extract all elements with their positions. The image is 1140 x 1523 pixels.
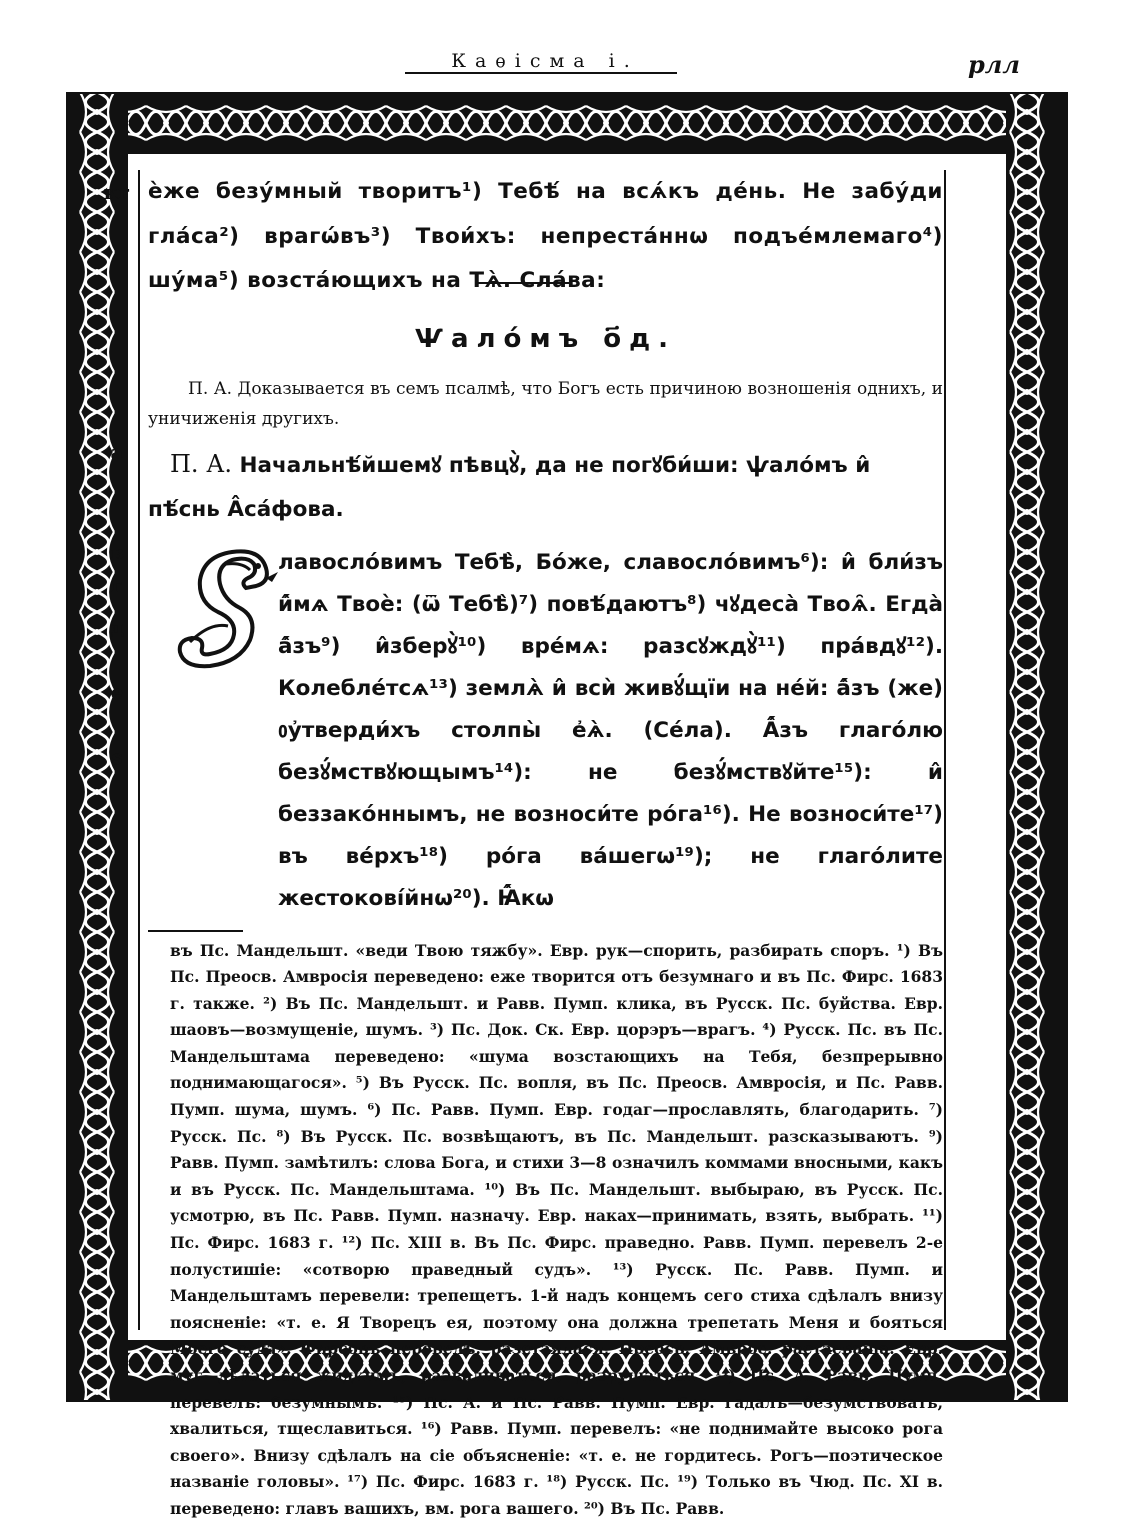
verse-number: кг bbox=[103, 180, 131, 204]
verse-text-main: лавосло́вимъ Тебѣ̀, Бо́же, славосло́вимъ⁶): и̂ бли́зъ и̂́мѧ Твоѐ: (ѿ Тебѣ̀)⁷) повѣ́даютъ⁸) чꙋдеса̀ Твоѧ̑. Егда̀ а̂́зъ⁹) и̂зберꙋ̀¹⁰) вре́мѧ: разсꙋждꙋ̀¹¹) пра́вдꙋ¹²). Колебле́тсѧ¹³) землѧ̀ и̂ всѝ живꙋ́щїи на не́й: а̂́зъ (же) ᲂу҆тверди́хъ столпы̀ е҆ѧ̀. (Се́ла). А̂́зъ глаго́лю безꙋ́мствꙋющымъ¹⁴): не безꙋ́мствꙋйте¹⁵): и̂ беззако́ннымъ, не возноси́те ро́га¹⁶). Не возноси́те¹⁷) въ ве́рхъ¹⁸) ро́га ва́шегѡ¹⁹); не глаго́лите жестокові́йнѡ²⁰). Ꙗ̂́кѡ bbox=[278, 549, 943, 911]
psalm-title: Ѱало́мъ о҃д. bbox=[415, 323, 676, 354]
page-number: рлл bbox=[968, 50, 1020, 79]
verse-number: е bbox=[110, 680, 124, 704]
text-column-rule-right bbox=[944, 170, 946, 1330]
psalm-heading-text: Начальнѣ́йшемꙋ пѣвцꙋ̀, да не погꙋби́ши: ѱало́мъ и̂ пѣ́снь А̂са́фова. bbox=[148, 452, 871, 522]
verse-number: в bbox=[110, 540, 124, 564]
verse-number: д bbox=[110, 615, 124, 639]
verse-block bbox=[148, 542, 943, 920]
psalm-heading bbox=[148, 442, 943, 532]
footnote-rule bbox=[148, 930, 243, 932]
psalm-heading-label: П. А. bbox=[170, 449, 232, 478]
psalm-summary: П. А. Доказывается въ семъ псалмѣ, что Богъ есть причиною возношенія однихъ, и уничиженія другихъ. bbox=[148, 378, 943, 429]
page-body bbox=[148, 170, 943, 1523]
text-column-rule-left bbox=[138, 170, 140, 1330]
verse-text-top: ѐже безу́мный творитъ¹) Тебѣ́ на всѧ́къ де́нь. Не забу́ди гла́са²) врагѡ́въ³) Твои́хъ: непреста́ннѡ подъе́млемаго⁴) шу́ма⁵) возста́ющихъ на Тѧ̀. Сла́ва: bbox=[148, 179, 943, 293]
verse-number: а bbox=[110, 440, 124, 464]
verse-number: ѕ bbox=[111, 745, 123, 769]
running-title: Каѳісма і. bbox=[451, 50, 639, 72]
running-title-rule bbox=[405, 72, 677, 74]
footnotes: въ Пс. Мандельшт. «веди Твою тяжбу». Евр. рук—спорить, разбирать споръ. ¹) Въ Пс. Преосв. Амвросія переведено: еже творится отъ безумнаго и въ Пс. Фирс. 1683 г. также. ²) Въ Пс. Мандельшт. и Равв. Пумп. клика, въ Русск. Пс. буйства. Евр. шаовъ—возмущеніе, шумъ. ³) Пс. Док. Ск. Евр. цорэръ—врагъ. ⁴) Русск. Пс. въ Пс. Мандельштама переведено: «шума возстающихъ на Тебя, безпрерывно поднимающагося». ⁵) Въ Русск. Пс. вопля, въ Пс. Преосв. Амвросія, и Пс. Равв. Пумп. шума, шумъ. ⁶) Пс. Равв. Пумп. Евр. годаг—прославлять, благодарить. ⁷) Русск. Пс. ⁸) Въ Русск. Пс. возвѣщаютъ, въ Пс. Мандельшт. разсказываютъ. ⁹) Равв. Пумп. замѣтилъ: слова Бога, и стихи 3—8 означилъ коммами вносными, какъ и въ Русск. Пс. Мандельштама. ¹⁰) Въ Пс. Мандельшт. выбыраю, въ Русск. Пс. усмотрю, въ Пс. Равв. Пумп. назначу. Евр. наках—принимать, взять, выбрать. ¹¹) Пс. Фирс. 1683 г. ¹²) Пс. XIII в. Въ Пс. Фирс. праведно. Равв. Пумп. перевелъ 2-е полустишіе: «сотворю праведный судъ». ¹³) Русск. Пс. Равв. Пумп. и Мандельштамъ перевели: трепещетъ. 1-й надъ концемъ сего стиха сдѣлалъ внизу поясненіе: «т. е. Я Творецъ ея, поэтому она должна трепетать Меня и бояться Моего суда». Фирсовъ перевелъ: разстаялася, Преосв. Амврос. растаеваша. Евр. муг—дѣлаться жидкимъ, разваливаться, разрушаться. ¹⁴) Пс. А. Равв. Пумп. перевелъ: безумнымъ. ¹⁵) Пс. А. и Пс. Равв. Пумп. Евр. гадалъ—безумствовать, хвалиться, тщеславиться. ¹⁶) Равв. Пумп. перевелъ: «не поднимайте высоко рога своего». Внизу сдѣлалъ на сіе объясненіе: «т. е. не гордитесь. Рогъ—поэтическое названіе головы». ¹⁷) Пс. Фирс. 1683 г. ¹⁸) Русск. Пс. ¹⁹) Только въ Чюд. Пс. XI в. переведено: главъ вашихъ, вм. рога вашего. ²⁰) Въ Пс. Равв. bbox=[170, 940, 943, 1518]
serpent-initial-icon bbox=[170, 542, 280, 682]
verse-number: г bbox=[110, 573, 124, 597]
